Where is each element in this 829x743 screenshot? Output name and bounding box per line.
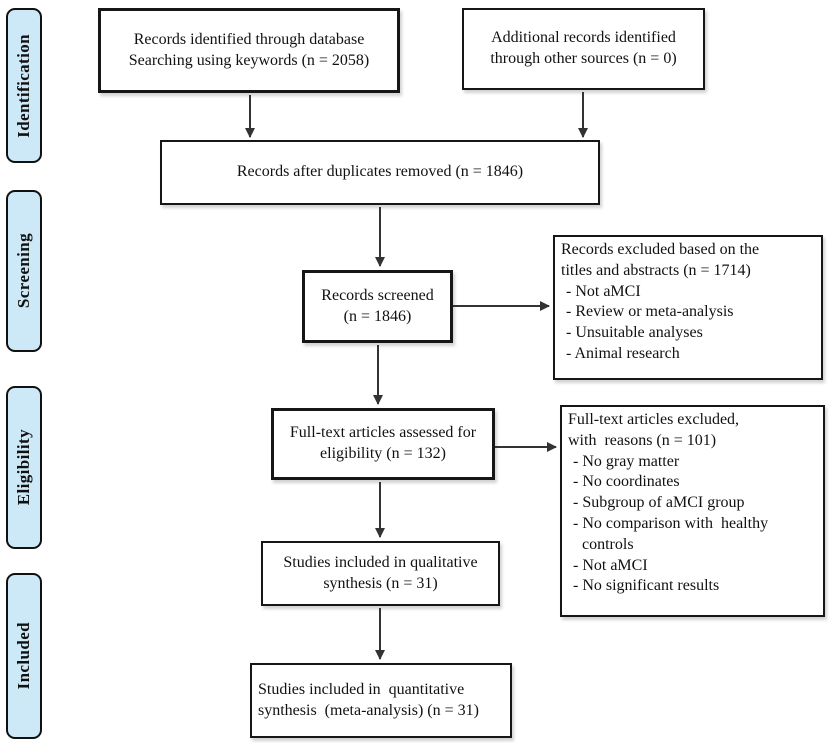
stage-label-eligibility	[6, 386, 42, 549]
text-line: with reasons (n = 101)	[568, 431, 717, 449]
box-records-identified	[98, 8, 400, 93]
text-line: Full-text articles assessed for	[289, 424, 477, 442]
text-line: Searching using keywords (n = 2058)	[128, 51, 370, 69]
text-line: - Subgroup of aMCI group	[573, 494, 745, 512]
text-line: - Review or meta-analysis	[566, 303, 734, 321]
text-line: - Animal research	[566, 344, 680, 362]
text-line: (n = 1846)	[343, 307, 412, 325]
box-text	[166, 162, 594, 183]
box-fulltext-assessed	[271, 408, 495, 480]
text-line: Additional records identified	[491, 29, 676, 47]
box-reason-list	[568, 452, 818, 598]
stage-label-screening	[6, 190, 42, 352]
text-line: - Not aMCI	[573, 556, 648, 574]
text-line: - No significant results	[573, 577, 720, 595]
box-text	[468, 28, 699, 70]
box-text	[309, 286, 446, 328]
stage-label-text: Screening	[14, 233, 33, 309]
box-text	[561, 240, 816, 282]
box-additional-records	[462, 8, 705, 90]
text-line: - Not aMCI	[566, 282, 641, 300]
text-line: Records screened	[321, 286, 434, 304]
box-qualitative-synthesis	[261, 541, 500, 606]
text-line: - Unsuitable analyses	[566, 324, 703, 342]
text-line: Studies included in quantitative	[258, 680, 465, 698]
text-line: Records excluded based on the	[561, 241, 760, 258]
box-reason-list	[561, 282, 816, 365]
box-text	[568, 410, 818, 452]
box-excluded-titles-abstracts	[553, 235, 823, 380]
stage-label-text: Identification	[14, 33, 33, 138]
stage-label-text: Included	[14, 622, 33, 690]
text-line: synthesis (n = 31)	[323, 574, 438, 592]
box-duplicates-removed	[160, 140, 600, 205]
text-line: - No gray matter	[573, 452, 680, 470]
stage-label-text: Eligibility	[14, 429, 33, 506]
box-text	[258, 680, 505, 722]
stage-label-identification	[6, 8, 42, 163]
box-text	[267, 553, 494, 595]
text-line: Records after duplicates removed (n = 1846)	[236, 163, 524, 181]
box-records-screened	[302, 270, 453, 343]
text-line: - No comparison with healthy controls	[573, 514, 773, 553]
text-line: titles and abstracts (n = 1714)	[561, 261, 751, 279]
text-line: synthesis (meta-analysis) (n = 31)	[258, 701, 479, 719]
text-line: Full-text articles excluded,	[568, 411, 740, 428]
text-line: Records identified through database	[133, 30, 365, 48]
box-quantitative-synthesis	[250, 663, 512, 738]
text-line: Studies included in qualitative	[283, 553, 478, 571]
text-line: through other sources (n = 0)	[490, 50, 677, 67]
text-line: eligibility (n = 132)	[320, 445, 446, 462]
box-text	[278, 423, 488, 465]
box-text	[105, 30, 393, 72]
stage-label-included	[6, 573, 42, 739]
text-line: - No coordinates	[573, 473, 680, 491]
box-excluded-fulltext	[560, 405, 825, 617]
